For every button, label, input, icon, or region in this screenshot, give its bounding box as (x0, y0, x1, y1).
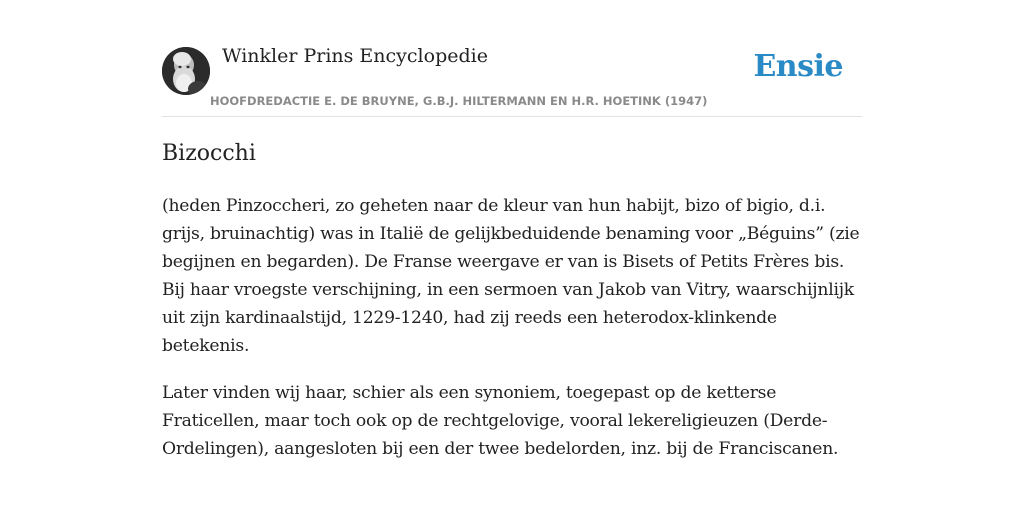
avatar[interactable] (162, 47, 210, 95)
page (162, 0, 862, 459)
ensie-logo[interactable]: Ensie (753, 49, 843, 84)
bearded-man-portrait-icon (162, 47, 210, 95)
article-paragraph: (heden Pinzoccheri, zo geheten naar de kleur van hun habijt, bizo of bigio, d.i. grijs, bruinachtig) was in Italië de gelijkbeduidende benaming voor „Béguins” (zie begijnen en begarden). De Franse weergave er van is Bisets of Petits Frères bis. Bij haar vroegste verschijning, in een sermoen van Jakob van Vitry, waarschijnlijk uit zijn kardinaalstijd, 1229-1240, had zij reeds een heterodox-klinkende betekenis. (162, 196, 860, 356)
article-paragraph: Later vinden wij haar, schier als een synoniem, toegepast op de ketterse Fraticellen, maar toch ook op de rechtgelovige, vooral lekereligieuzen (Derde-Ordelingen), aangesloten bij een der twee bedelorden, inz. bij de Franciscanen. (162, 383, 839, 459)
site-title-link[interactable]: Winkler Prins Encyclopedie (222, 45, 488, 67)
article-title: Bizocchi (162, 141, 256, 166)
editors-subtitle: HOOFDREDACTIE E. DE BRUYNE, G.B.J. HILTERMANN EN H.R. HOETINK (1947) (210, 94, 708, 108)
article-body (162, 192, 862, 482)
header (162, 0, 862, 117)
